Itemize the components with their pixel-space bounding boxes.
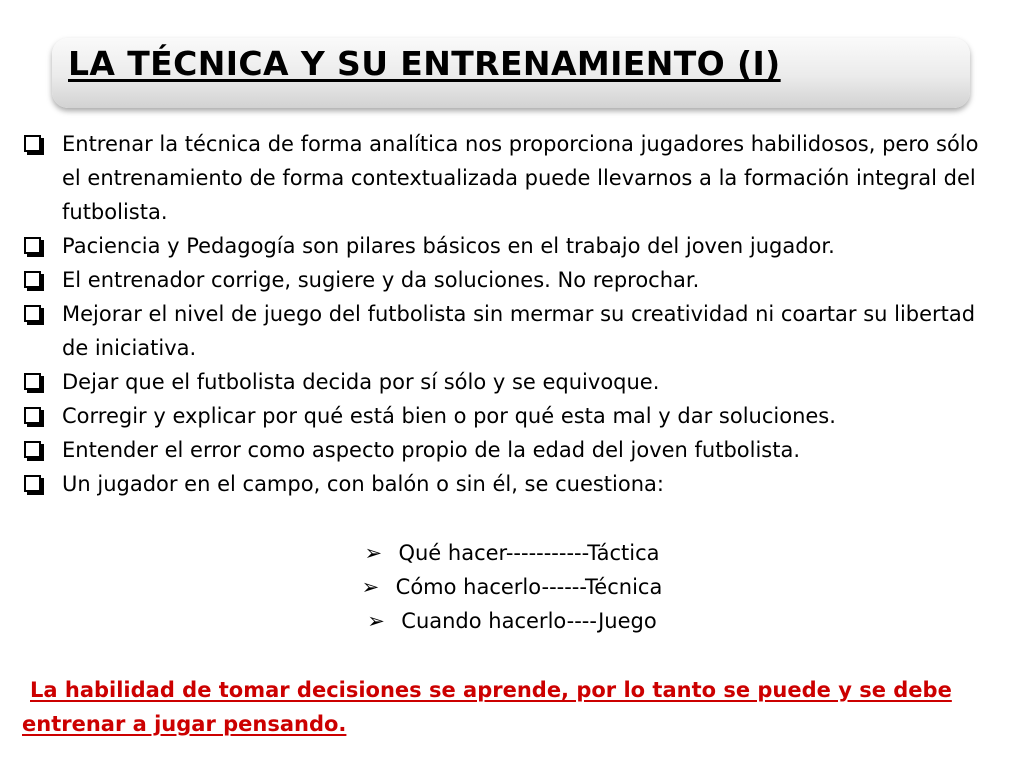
- conclusion-text: La habilidad de tomar decisiones se aprende, por lo tanto se puede y se debe entrenar a jugar pensando.: [22, 678, 952, 736]
- arrow-bullet-icon: ➢: [361, 575, 380, 599]
- bullet-text: Un jugador en el campo, con balón o sin él, se cuestiona:: [62, 472, 664, 496]
- bullet-item: [22, 399, 1002, 433]
- slide-title: LA TÉCNICA Y SU ENTRENAMIENTO (I): [68, 44, 781, 83]
- sub-item-text: Qué hacer-----------Táctica: [398, 541, 660, 565]
- bullet-list: [22, 127, 1002, 501]
- checkbox-bullet-icon: [24, 305, 41, 322]
- sub-item-text: Cuando hacerlo----Juego: [401, 609, 657, 633]
- sub-item: [0, 570, 1024, 604]
- bullet-item: [22, 263, 1002, 297]
- bullet-item: [22, 229, 1002, 263]
- bullet-text: Paciencia y Pedagogía son pilares básicos en el trabajo del joven jugador.: [62, 234, 835, 258]
- checkbox-bullet-icon: [24, 135, 41, 152]
- bullet-item: [22, 433, 1002, 467]
- checkbox-bullet-icon: [24, 441, 41, 458]
- bullet-text: Mejorar el nivel de juego del futbolista sin mermar su creatividad ni coartar su libertad de iniciativa.: [62, 302, 976, 360]
- bullet-item: [22, 365, 1002, 399]
- bullet-text: Entender el error como aspecto propio de la edad del joven futbolista.: [62, 438, 801, 462]
- checkbox-bullet-icon: [24, 373, 41, 390]
- checkbox-bullet-icon: [24, 237, 41, 254]
- sub-item-list: [0, 536, 1024, 638]
- checkbox-bullet-icon: [24, 407, 41, 424]
- bullet-item: [22, 127, 1002, 229]
- bullet-text: Entrenar la técnica de forma analítica nos proporciona jugadores habilidosos, pero sólo el entrenamiento de forma contextualizada puede llevarnos a la formación integral del futbolista.: [62, 132, 979, 224]
- sub-item: [0, 604, 1024, 638]
- bullet-text: El entrenador corrige, sugiere y da soluciones. No reprochar.: [62, 268, 700, 292]
- bullet-item: [22, 297, 1002, 365]
- bullet-text: Corregir y explicar por qué está bien o por qué esta mal y dar soluciones.: [62, 404, 836, 428]
- sub-item: [0, 536, 1024, 570]
- bullet-item: [22, 467, 1002, 501]
- bullet-text: Dejar que el futbolista decida por sí sólo y se equivoque.: [62, 370, 660, 394]
- arrow-bullet-icon: ➢: [367, 609, 385, 633]
- checkbox-bullet-icon: [24, 271, 41, 288]
- sub-item-text: Cómo hacerlo------Técnica: [395, 575, 663, 599]
- arrow-bullet-icon: ➢: [364, 541, 383, 565]
- checkbox-bullet-icon: [24, 475, 41, 492]
